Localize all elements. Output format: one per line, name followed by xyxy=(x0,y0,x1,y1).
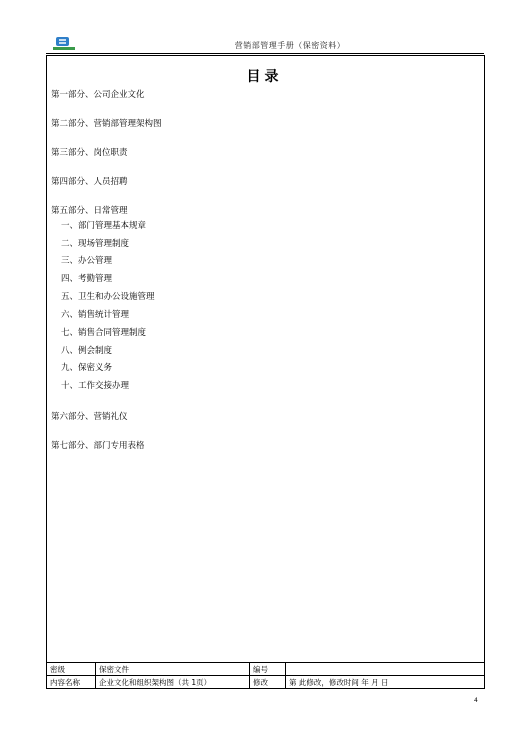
page-number: 4 xyxy=(474,697,478,704)
toc-part-3: 第三部分、岗位职责 xyxy=(51,148,128,158)
toc-subsection-9: 九、保密义务 xyxy=(61,363,113,373)
toc-subsection-1: 一、部门管理基本规章 xyxy=(61,221,147,231)
toc-subsection-4: 四、考勤管理 xyxy=(61,274,113,284)
content-name-label: 内容名称 xyxy=(47,676,96,689)
toc-part-1: 第一部分、公司企业文化 xyxy=(51,90,145,100)
classification-label: 密级 xyxy=(47,663,96,676)
table-row xyxy=(47,676,485,689)
toc-subsection-6: 六、销售统计管理 xyxy=(61,310,130,320)
toc-subsection-7: 七、销售合同管理制度 xyxy=(61,328,147,338)
header-divider xyxy=(46,53,484,54)
company-logo xyxy=(53,37,75,51)
toc-subsection-10: 十、工作交接办理 xyxy=(61,381,130,391)
toc-part-7: 第七部分、部门专用表格 xyxy=(51,441,145,451)
toc-part-6: 第六部分、营销礼仪 xyxy=(51,412,128,422)
revision-value: 第 此修改，修改时间 年 月 日 xyxy=(286,676,485,689)
number-value xyxy=(286,663,485,676)
document-title: 目录 xyxy=(246,69,283,85)
toc-part-5: 第五部分、日常管理 xyxy=(51,206,128,216)
toc-subsection-8: 八、例会制度 xyxy=(61,346,113,356)
classification-value: 保密文件 xyxy=(96,663,250,676)
toc-subsection-2: 二、现场管理制度 xyxy=(61,239,130,249)
content-name-value: 企业文化和组织架构图（共 1页） xyxy=(96,676,250,689)
toc-part-4: 第四部分、人员招聘 xyxy=(51,177,128,187)
toc-subsection-5: 五、卫生和办公设施管理 xyxy=(61,292,155,302)
toc-part-2: 第二部分、营销部管理架构图 xyxy=(51,119,162,129)
table-row xyxy=(47,663,485,676)
header-title: 营销部管理手册（保密资料） xyxy=(234,41,346,50)
number-label: 编号 xyxy=(250,663,286,676)
document-info-table xyxy=(46,662,485,689)
toc-subsection-3: 三、办公管理 xyxy=(61,256,113,266)
revision-label: 修改 xyxy=(250,676,286,689)
